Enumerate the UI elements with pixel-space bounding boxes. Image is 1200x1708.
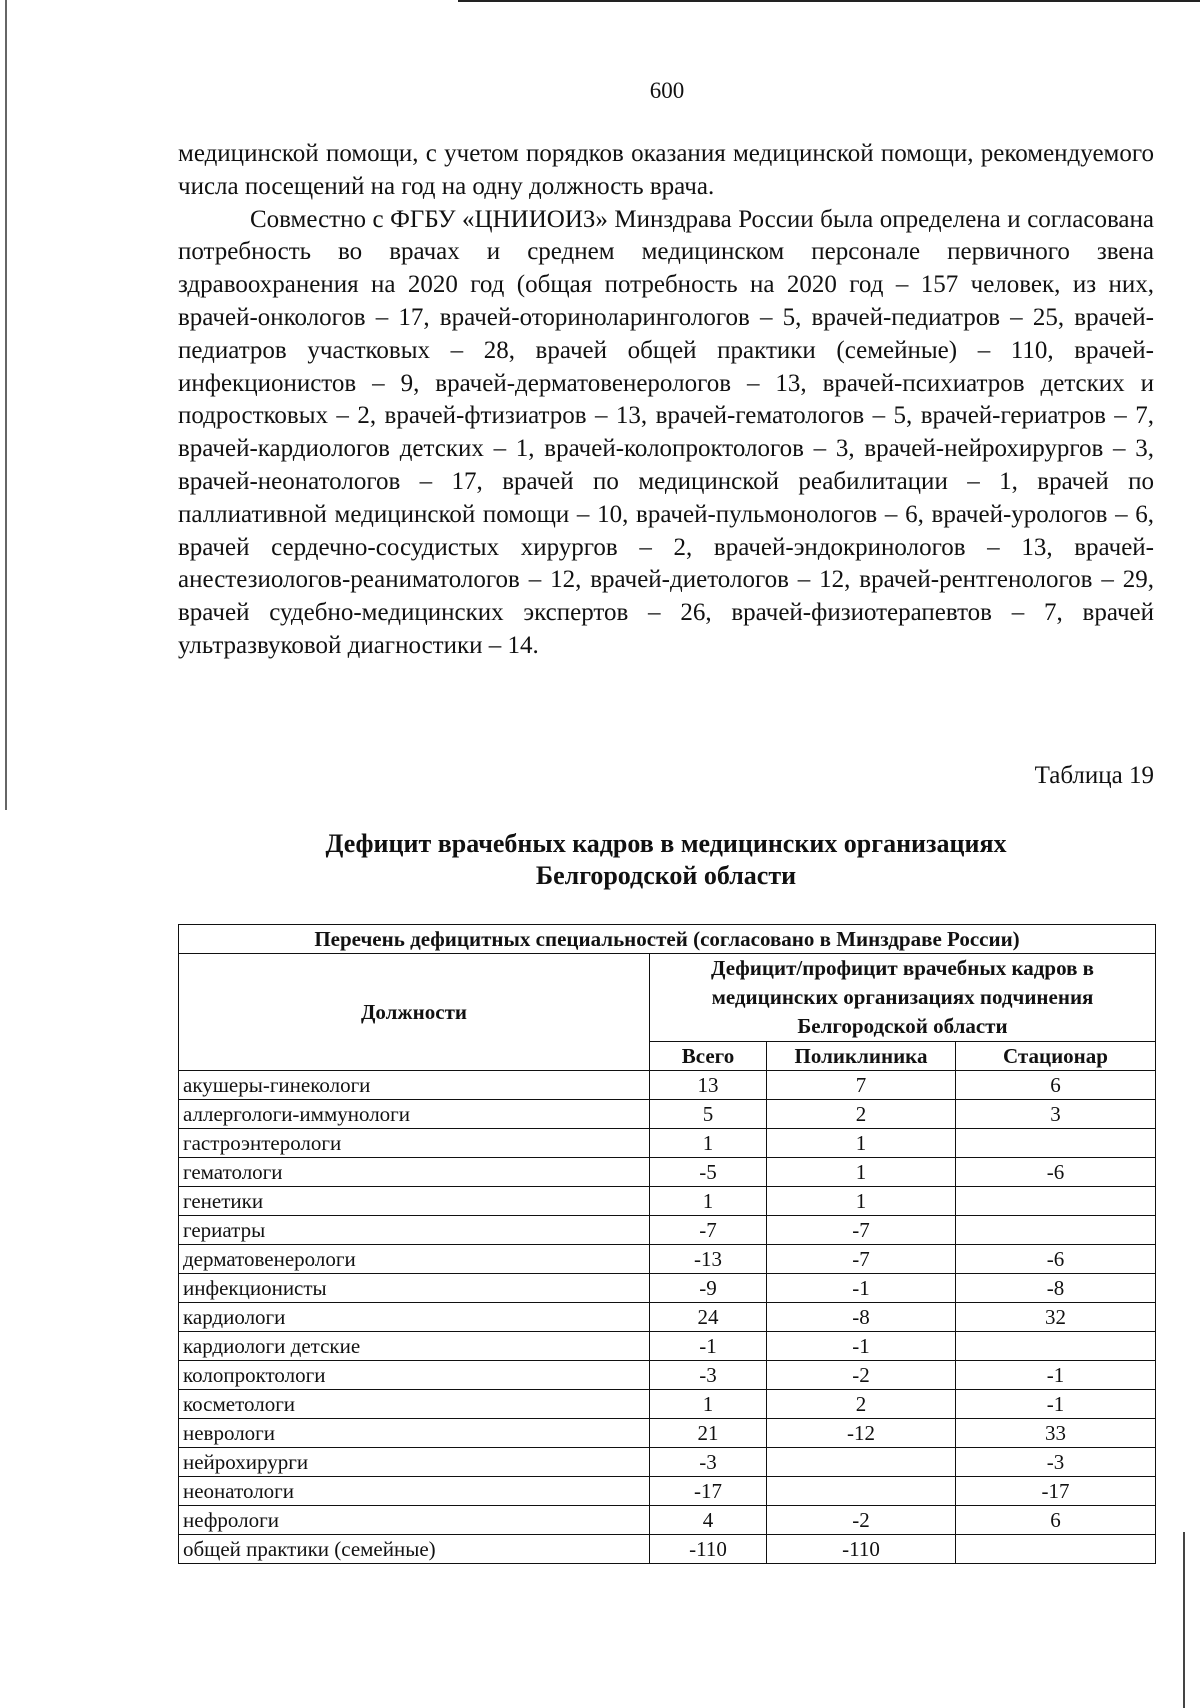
clinic-cell: 1 (767, 1129, 956, 1158)
position-cell: инфекционисты (179, 1274, 650, 1303)
clinic-cell: -8 (767, 1303, 956, 1332)
deficit-table (178, 924, 1156, 1564)
position-cell: дерматовенерологи (179, 1245, 650, 1274)
table-row (179, 1187, 1156, 1216)
hospital-cell (956, 1535, 1156, 1564)
hospital-cell: 6 (956, 1506, 1156, 1535)
hospital-cell (956, 1187, 1156, 1216)
table-title-line: Белгородской области (535, 861, 797, 890)
total-cell: 21 (650, 1419, 767, 1448)
clinic-cell: 2 (767, 1100, 956, 1129)
total-cell: -5 (650, 1158, 767, 1187)
position-cell: аллергологи-иммунологи (179, 1100, 650, 1129)
position-cell: генетики (179, 1187, 650, 1216)
position-column-header: Должности (179, 954, 650, 1071)
total-cell: -13 (650, 1245, 767, 1274)
table-row (179, 1100, 1156, 1129)
page-number: 600 (649, 78, 685, 103)
position-cell: нейрохирурги (179, 1448, 650, 1477)
position-cell: гастроэнтерологи (179, 1129, 650, 1158)
table-body (179, 1071, 1156, 1564)
column-header-hospital: Стационар (956, 1042, 1156, 1071)
clinic-cell: 1 (767, 1187, 956, 1216)
position-cell: нефрологи (179, 1506, 650, 1535)
table-row (179, 1361, 1156, 1390)
clinic-cell: 2 (767, 1390, 956, 1419)
table-row (179, 1535, 1156, 1564)
hospital-cell: -1 (956, 1361, 1156, 1390)
hospital-cell: -17 (956, 1477, 1156, 1506)
total-cell: 13 (650, 1071, 767, 1100)
table-span-header: Перечень дефицитных специальностей (согласовано в Минздраве России) (179, 925, 1156, 954)
total-cell: -7 (650, 1216, 767, 1245)
position-cell: кардиологи детские (179, 1332, 650, 1361)
clinic-cell: -12 (767, 1419, 956, 1448)
clinic-cell: -2 (767, 1361, 956, 1390)
hospital-cell: 6 (956, 1071, 1156, 1100)
paragraph: Совместно с ФГБУ «ЦНИИОИЗ» Минздрава России была определена и согласована потребность во врачах и среднем медицинском персонале первичного звена здравоохранения на 2020 год (общая потребность на 2020 год – 157 человек, из них, врачей-онкологов – 17, врачей-оториноларингологов – 5, врачей-педиатров – 25, врачей-педиатров участковых – 28, врачей общей практики (семейные) – 110, врачей-инфекционистов – 9, врачей-дерматовенерологов – 13, врачей-психиатров детских и подростковых – 2, врачей-фтизиатров – 13, врачей-гематологов – 5, врачей-гериатров – 7, врачей-кардиологов детских – 1, врачей-колопроктологов – 3, врачей-нейрохирургов – 3, врачей-неонатологов – 17, врачей по медицинской реабилитации – 1, врачей по паллиативной медицинской помощи – 10, врачей-пульмонологов – 6, врачей-урологов – 6, врачей сердечно-сосудистых хирургов – 2, врачей-эндокринологов – 13, врачей-анестезиологов-реаниматологов – 12, врачей-диетологов – 12, врачей-рентгенологов – 29, врачей судебно-медицинских экспертов – 26, врачей-физиотерапевтов – 7, врачей ультразвуковой диагностики – 14. (178, 205, 1154, 659)
position-cell: гематологи (179, 1158, 650, 1187)
total-cell: 5 (650, 1100, 767, 1129)
clinic-cell (767, 1448, 956, 1477)
clinic-cell: -2 (767, 1506, 956, 1535)
table-caption: Таблица 19 (1034, 762, 1154, 789)
total-cell: 24 (650, 1303, 767, 1332)
table-row (179, 1506, 1156, 1535)
total-cell: 1 (650, 1390, 767, 1419)
position-cell: кардиологи (179, 1303, 650, 1332)
hospital-cell (956, 1216, 1156, 1245)
position-cell: косметологи (179, 1390, 650, 1419)
total-cell: -17 (650, 1477, 767, 1506)
total-cell: -3 (650, 1448, 767, 1477)
hospital-cell: 3 (956, 1100, 1156, 1129)
table-row (179, 1216, 1156, 1245)
table-row (179, 1390, 1156, 1419)
column-header-total: Всего (650, 1042, 767, 1071)
clinic-cell: -1 (767, 1332, 956, 1361)
table-row (179, 1158, 1156, 1187)
hospital-cell: -3 (956, 1448, 1156, 1477)
position-cell: общей практики (семейные) (179, 1535, 650, 1564)
table-row (179, 1274, 1156, 1303)
column-header-clinic: Поликлиника (767, 1042, 956, 1071)
table-row (179, 1245, 1156, 1274)
clinic-cell (767, 1477, 956, 1506)
hospital-cell: -6 (956, 1158, 1156, 1187)
total-cell: 1 (650, 1187, 767, 1216)
scan-border-left (5, 0, 7, 810)
group-column-header: Дефицит/профицит врачебных кадров в медицинских организациях подчинения Белгородской области (650, 954, 1156, 1042)
clinic-cell: -7 (767, 1216, 956, 1245)
table-row (179, 1071, 1156, 1100)
table-row (179, 1332, 1156, 1361)
table-row (179, 1477, 1156, 1506)
clinic-cell: 1 (767, 1158, 956, 1187)
position-cell: неврологи (179, 1419, 650, 1448)
total-cell: -110 (650, 1535, 767, 1564)
hospital-cell: 32 (956, 1303, 1156, 1332)
position-cell: гериатры (179, 1216, 650, 1245)
hospital-cell: -6 (956, 1245, 1156, 1274)
position-cell: неонатологи (179, 1477, 650, 1506)
body-text (178, 138, 1154, 663)
table-row (179, 1303, 1156, 1332)
hospital-cell (956, 1332, 1156, 1361)
total-cell: 1 (650, 1129, 767, 1158)
hospital-cell (956, 1129, 1156, 1158)
table-title-line: Дефицит врачебных кадров в медицинских организациях (325, 829, 1007, 858)
table-title (178, 828, 1154, 892)
table-row (179, 1448, 1156, 1477)
clinic-cell: -1 (767, 1274, 956, 1303)
position-cell: колопроктологи (179, 1361, 650, 1390)
table-row (179, 1419, 1156, 1448)
hospital-cell: 33 (956, 1419, 1156, 1448)
table-row (179, 1129, 1156, 1158)
position-cell: акушеры-гинекологи (179, 1071, 650, 1100)
paragraph: медицинской помощи, с учетом порядков оказания медицинской помощи, рекомендуемого числа посещений на год на одну должность врача. (178, 140, 1154, 200)
clinic-cell: -7 (767, 1245, 956, 1274)
scan-border-right (1183, 1532, 1185, 1708)
scan-border-top (458, 0, 1200, 2)
total-cell: -9 (650, 1274, 767, 1303)
clinic-cell: 7 (767, 1071, 956, 1100)
total-cell: -1 (650, 1332, 767, 1361)
hospital-cell: -1 (956, 1390, 1156, 1419)
total-cell: 4 (650, 1506, 767, 1535)
hospital-cell: -8 (956, 1274, 1156, 1303)
clinic-cell: -110 (767, 1535, 956, 1564)
total-cell: -3 (650, 1361, 767, 1390)
